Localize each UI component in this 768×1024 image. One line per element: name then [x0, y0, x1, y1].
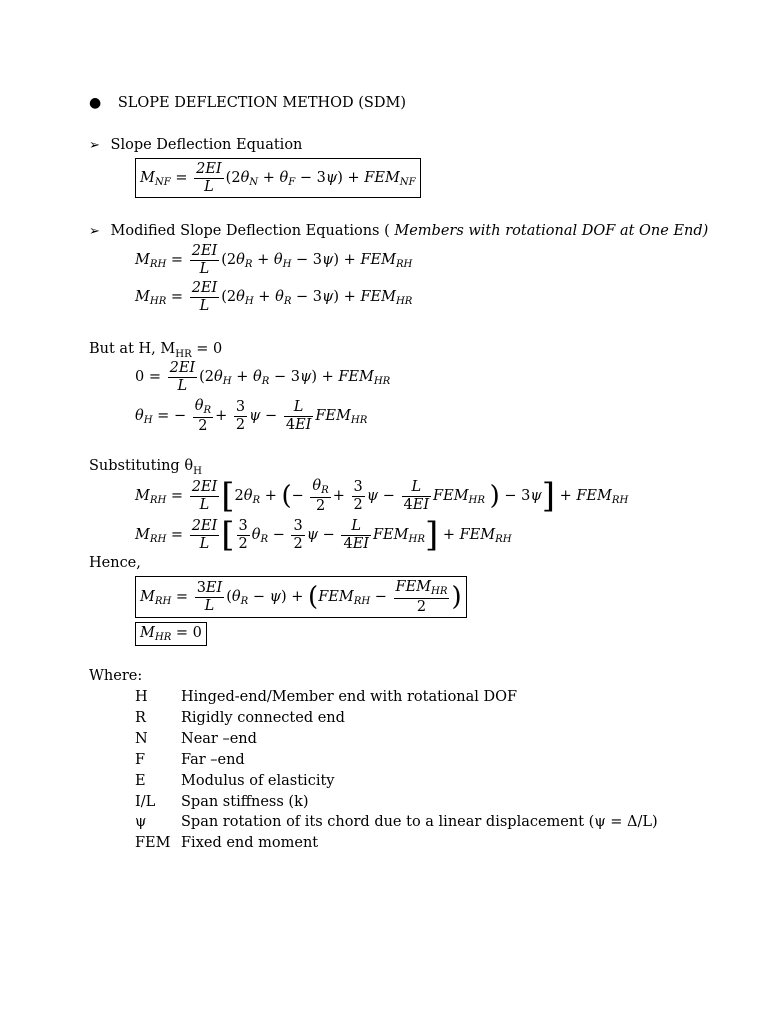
- where-text: Where:: [89, 668, 143, 684]
- but-at-h-subscript: HR: [175, 348, 192, 360]
- definition-symbol: R: [135, 710, 146, 726]
- equation-mrh: $M_{RH}$ = $\frac{2EI}{L}$ $(2\theta_R + \theta_H - 3\psi) + FEM_{RH}$: [135, 243, 413, 277]
- definition-meaning: Fixed end moment: [181, 835, 319, 851]
- substituting-label: Substituting θ: [89, 458, 194, 474]
- section2-heading-row: [89, 223, 708, 239]
- definition-symbol: ψ: [135, 814, 147, 830]
- definition-symbol: E: [135, 773, 146, 789]
- hence-text: Hence,: [89, 555, 141, 571]
- definition-meaning: Near –end: [181, 731, 257, 747]
- definition-symbol: N: [135, 731, 148, 747]
- arrow-bullet-icon: ➢: [89, 224, 100, 239]
- definition-meaning: Far –end: [181, 752, 245, 768]
- definition-meaning: Hinged-end/Member end with rotational DOF: [181, 689, 518, 705]
- equation-final-mhr: $M_{HR} = 0$: [135, 622, 207, 646]
- definition-meaning: Rigidly connected end: [181, 710, 345, 726]
- definition-meaning: Span rotation of its chord due to a linear displacement (ψ = Δ/L): [181, 814, 658, 830]
- definition-meaning: Modulus of elasticity: [181, 773, 335, 789]
- page-title: SLOPE DEFLECTION METHOD (SDM): [117, 95, 406, 111]
- equation-final-mrh: $M_{RH}$ = $\frac{3EI}{L}$ $(\theta_R - \psi) + (FEM_{RH}$ − $\frac{FEM_{HR}}{2}$ ): [135, 576, 467, 618]
- substituting-text: [89, 458, 202, 477]
- title-row: [89, 95, 406, 111]
- section2-heading-italic: Members with rotational DOF at One End): [394, 223, 709, 239]
- but-at-h-tail: = 0: [191, 341, 223, 357]
- arrow-bullet-icon: ➢: [89, 138, 100, 153]
- equation-theta-h: $\theta_H$ = − $\frac{\theta_R}{2}$ + $\frac{3}{2}$ ψ − $\frac{L}{4EI}$ $FEM_{HR}$: [135, 398, 368, 434]
- definition-symbol: F: [135, 752, 146, 768]
- definition-symbol: I/L: [135, 794, 156, 810]
- but-at-h-label: But at H, M: [89, 341, 176, 357]
- equation-mhr: $M_{HR}$ = $\frac{2EI}{L}$ $(2\theta_H + \theta_R - 3\psi) + FEM_{HR}$: [135, 280, 413, 314]
- equation-substituted-2: $M_{RH}$ = $\frac{2EI}{L}$ [ $\frac{3}{2}$ $\theta_R$ − $\frac{3}{2}$ ψ − $\frac{L}{4EI}$ $FEM_{HR}] + FEM_{RH}$: [135, 515, 512, 555]
- substituting-subscript: H: [193, 465, 202, 477]
- equation-slope-deflection: $M_{NF}$ = $\frac{2EI}{L}$ $(2\theta_N + \theta_F - 3\psi) + FEM_{NF}$: [135, 158, 421, 198]
- but-at-h-text: [89, 341, 222, 360]
- definition-meaning: Span stiffness (k): [181, 794, 309, 810]
- equation-zero: 0 = $\frac{2EI}{L}$ $(2\theta_H + \theta_R - 3\psi) + FEM_{HR}$: [135, 360, 391, 394]
- definition-symbol: H: [135, 689, 148, 705]
- definition-symbol: FEM: [135, 835, 171, 851]
- section2-heading: Modified Slope Deflection Equations (: [110, 223, 390, 239]
- equation-substituted-1: $M_{RH}$ = $\frac{2EI}{L}$ [$2\theta_R$ + (− $\frac{\theta_R}{2}$ + $\frac{3}{2}$ ψ − $\frac{L}{4EI}$ $FEM_{HR}$ ) − $3\psi] + FEM_{RH}$: [135, 476, 629, 516]
- bullet-icon: ●: [89, 95, 102, 111]
- section1-heading: Slope Deflection Equation: [110, 137, 303, 153]
- section1-heading-row: [89, 137, 302, 153]
